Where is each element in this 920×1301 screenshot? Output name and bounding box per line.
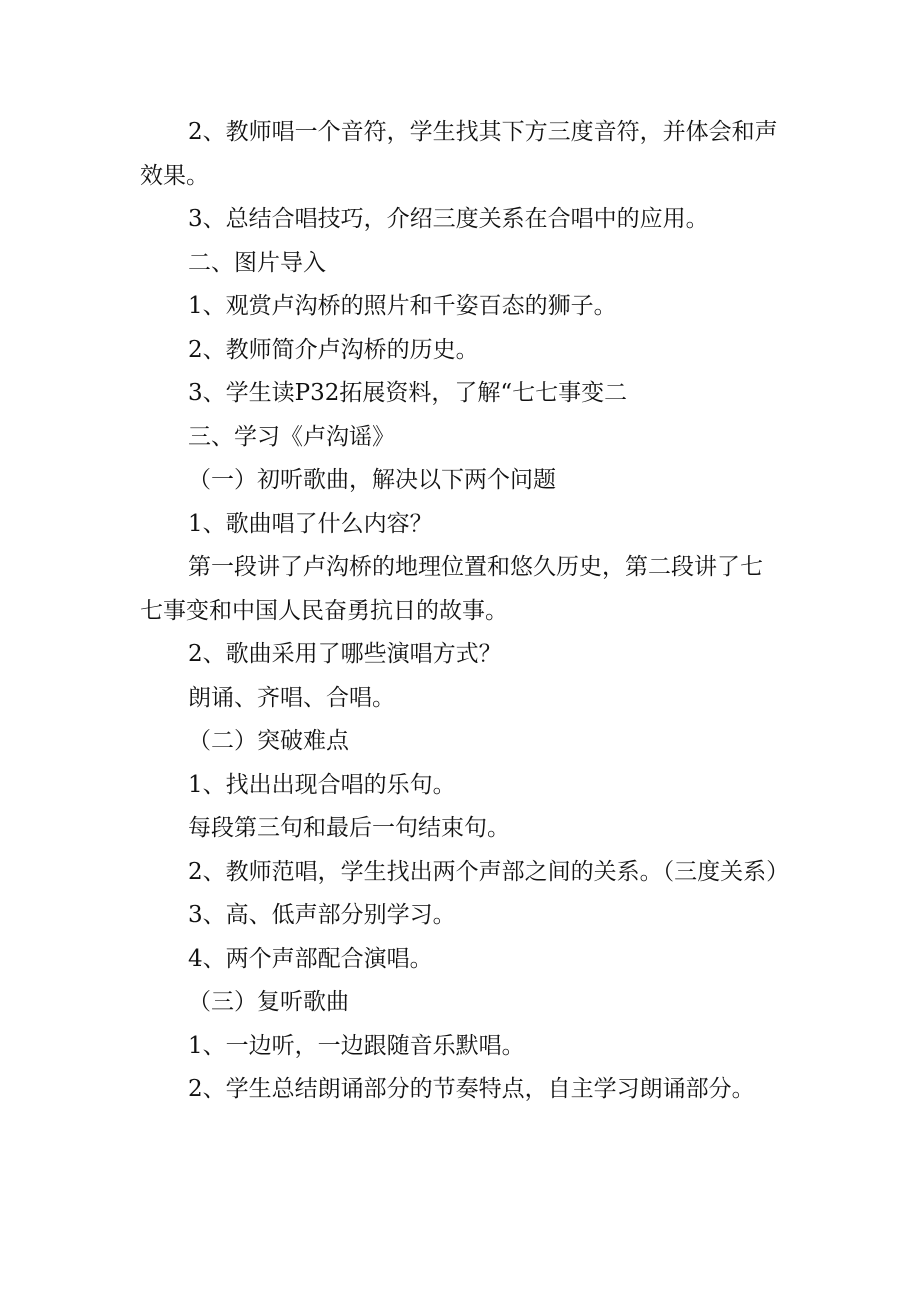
paragraph-read-extension-material: 3、学生读P32拓展资料，了解“七七事变二 (188, 380, 628, 406)
section-heading-image-intro: 二、图片导入 (188, 249, 326, 276)
paragraph-listen-and-hum: 1、一边听，一边跟随音乐默唱。 (188, 1032, 525, 1059)
answer-chorus-phrases: 每段第三句和最后一句结束句。 (188, 815, 510, 841)
subsection-heading-relisten: （三）复听歌曲 (188, 989, 349, 1015)
paragraph-two-parts-together: 4、两个声部配合演唱。 (188, 945, 433, 972)
question-song-content: 1、歌曲唱了什么内容？ (188, 510, 433, 537)
subsection-heading-difficulties: （二）突破难点 (188, 728, 349, 754)
question-singing-methods: 2、歌曲采用了哪些演唱方式？ (188, 641, 502, 667)
paragraph-step-2-teacher-sings-note: 2、教师唱一个音符，学生找其下方三度音符，并体会和声效果。 (140, 119, 778, 189)
paragraph-recitation-rhythm: 2、学生总结朗诵部分的节奏特点，自主学习朗诵部分。 (188, 1076, 755, 1102)
paragraph-teacher-bridge-history: 2、教师简介卢沟桥的历史。 (188, 336, 479, 363)
paragraph-step-3-summary-techniques: 3、总结合唱技巧，介绍三度关系在合唱中的应用。 (188, 206, 709, 232)
paragraph-learn-parts: 3、高、低声部分别学习。 (188, 902, 456, 928)
answer-singing-methods: 朗诵、齐唱、合唱。 (188, 684, 395, 711)
paragraph-teacher-demo-singing: 2、教师范唱，学生找出两个声部之间的关系。（三度关系） (188, 858, 790, 885)
paragraph-view-bridge-photos: 1、观赏卢沟桥的照片和千姿百态的狮子。 (188, 293, 617, 319)
section-heading-learn-song: 三、学习《卢沟谣》 (188, 423, 395, 450)
subsection-heading-first-listen: （一）初听歌曲，解决以下两个问题 (188, 467, 556, 493)
answer-song-content: 第一段讲了卢沟桥的地理位置和悠久历史，第二段讲了七七事变和中国人民奋勇抗日的故事。 (140, 554, 763, 624)
document-body (140, 111, 790, 1112)
paragraph-find-chorus-phrases: 1、找出出现合唱的乐句。 (188, 771, 456, 798)
